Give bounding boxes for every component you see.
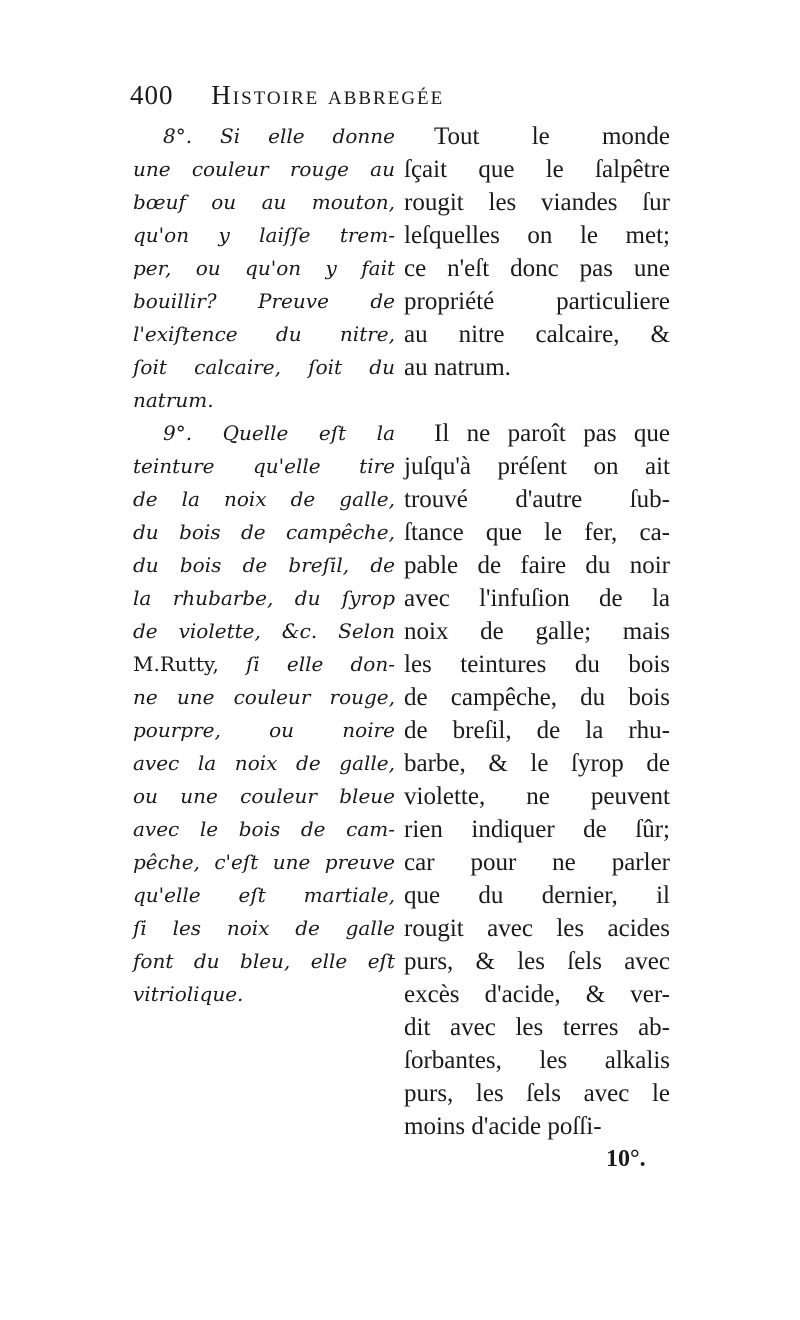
text-line: 9°. Quelle eſt la	[163, 421, 395, 445]
text-line: car pour ne parler	[404, 849, 670, 876]
left-column-questions	[133, 120, 395, 1011]
text-line: violette, ne peuvent	[404, 783, 670, 810]
text-line: propriété particuliere	[404, 288, 670, 315]
text-line: bœuf ou au mouton,	[133, 190, 395, 214]
text-line: ſtance que le fer, ca-	[404, 519, 670, 546]
text-line: rougit avec les acides	[404, 915, 670, 942]
text-line: juſqu'à préſent on ait	[404, 453, 670, 480]
text-line: rien indiquer de ſûr;	[404, 816, 670, 843]
text-line: ſoit calcaire, ſoit du	[133, 355, 395, 379]
line-remainder: ſi elle don-	[245, 652, 395, 676]
text-line: dit avec les terres ab-	[404, 1014, 670, 1041]
right-column-commentary	[404, 120, 670, 1143]
text-line: excès d'acide, & ver-	[404, 981, 670, 1008]
text-line: font du bleu, elle eſt	[133, 949, 395, 973]
text-line: teinture qu'elle tire	[133, 454, 395, 478]
text-line: l'exiſtence du nitre,	[133, 322, 395, 346]
text-line: pourpre, ou noire	[133, 718, 395, 742]
text-line	[133, 648, 395, 681]
text-line: de breſil, de la rhu-	[404, 717, 670, 744]
text-line: Tout le monde	[434, 123, 670, 150]
text-line: qu'elle eſt martiale,	[133, 883, 395, 907]
text-line: au natrum.	[404, 354, 511, 381]
text-line: avec l'infuſion de la	[404, 585, 670, 612]
text-line: ſorbantes, les alkalis	[404, 1047, 670, 1074]
text-line: ce n'eſt donc pas une	[404, 255, 670, 282]
text-line: barbe, & le ſyrop de	[404, 750, 670, 777]
text-line: Il ne paroît pas que	[434, 420, 670, 447]
text-line: noix de galle; mais	[404, 618, 670, 645]
text-line: du bois de breſil, de	[133, 553, 395, 577]
text-line: de violette, &c. Selon	[133, 619, 395, 643]
text-line: purs, les ſels avec le	[404, 1080, 670, 1107]
text-line: les teintures du bois	[404, 651, 670, 678]
text-line: 8°. Si elle donne	[163, 124, 395, 148]
text-line: la rhubarbe, du ſyrop	[133, 586, 395, 610]
text-line: avec la noix de galle,	[133, 751, 395, 775]
text-line: au nitre calcaire, &	[404, 321, 670, 348]
text-line: bouillir? Preuve de	[133, 289, 395, 313]
text-line: une couleur rouge au	[133, 157, 395, 181]
page-number: 400	[130, 80, 174, 110]
text-line: vitriolique.	[133, 982, 244, 1006]
text-line: moins d'acide poſſi-	[404, 1113, 602, 1140]
text-line: que du dernier, il	[404, 882, 670, 909]
roman-name: M.Rutty,	[133, 652, 246, 676]
text-line: de campêche, du bois	[404, 684, 670, 711]
text-line: du bois de campêche,	[133, 520, 395, 544]
text-line: qu'on y laiſſe trem-	[133, 223, 395, 247]
text-line: ſçait que le ſalpêtre	[404, 156, 670, 183]
text-line: purs, & les ſels avec	[404, 948, 670, 975]
text-line: rougit les viandes ſur	[404, 189, 670, 216]
text-line: pêche, c'eſt une preuve	[133, 850, 395, 874]
text-line: avec le bois de cam-	[133, 817, 395, 841]
text-line: trouvé d'autre ſub-	[404, 486, 670, 513]
text-line: ne une couleur rouge,	[133, 685, 395, 709]
text-line	[404, 384, 670, 417]
running-header	[130, 80, 690, 120]
text-line: pable de faire du noir	[404, 552, 670, 579]
text-line: ou une couleur bleue	[133, 784, 395, 808]
text-line: per, ou qu'on y fait	[133, 256, 395, 280]
text-line: leſquelles on le met;	[404, 222, 670, 249]
text-line: ſi les noix de galle	[133, 916, 395, 940]
running-title: Histoire abbregée	[211, 80, 445, 110]
catchword: 10°.	[606, 1146, 646, 1172]
text-line: natrum.	[133, 388, 214, 412]
text-line: de la noix de galle,	[133, 487, 395, 511]
